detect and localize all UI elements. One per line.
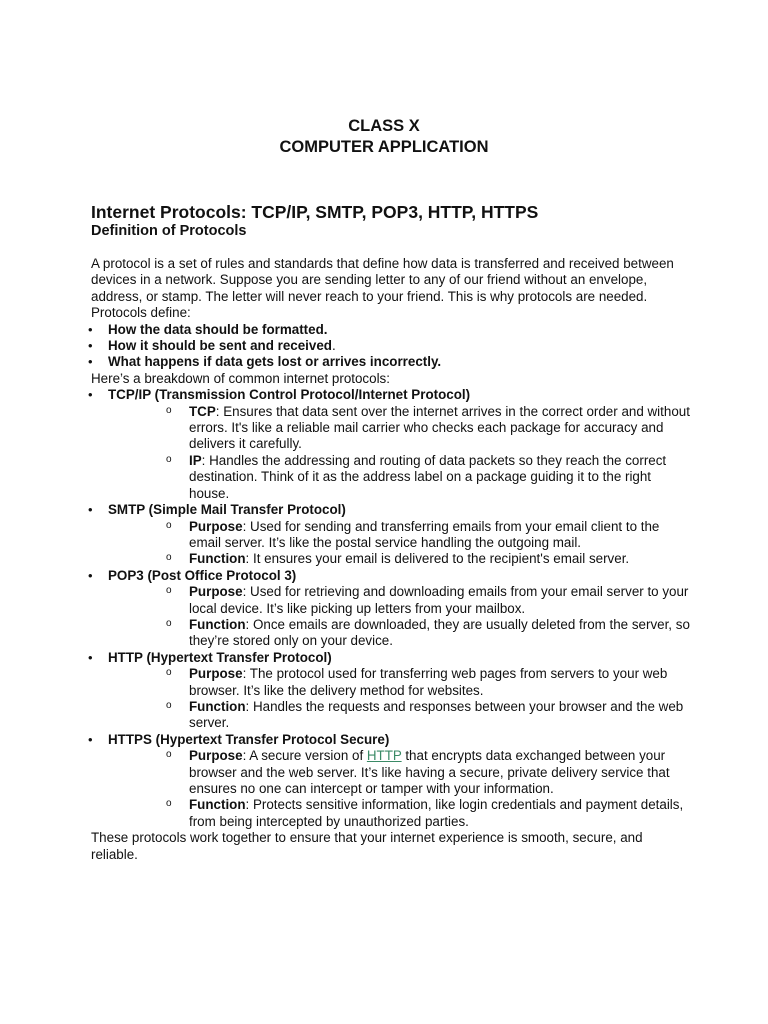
subject-heading: COMPUTER APPLICATION [279, 138, 489, 156]
detail-term: Purpose [189, 666, 243, 682]
detail-text: : A secure version of [242, 748, 367, 764]
detail-item [108, 404, 691, 453]
protocol-name: HTTP (Hypertext Transfer Protocol) [108, 649, 332, 665]
detail-term: IP [189, 452, 202, 468]
list-item [91, 322, 691, 338]
detail-term: Function [189, 698, 246, 714]
defines-list [91, 322, 691, 371]
detail-item [108, 666, 691, 699]
detail-text: : Handles the addressing and routing of data packets so they reach the correct destination. Think of it as the address label on a package guiding it to the right house. [189, 452, 667, 501]
protocol-item-pop3 [91, 568, 691, 650]
define-item-text: What happens if data gets lost or arrives incorrectly. [108, 354, 442, 370]
detail-term: Purpose [189, 748, 243, 764]
protocols-list [91, 387, 691, 830]
list-item [91, 338, 691, 354]
detail-term: Purpose [189, 584, 243, 600]
protocol-item-smtp [91, 502, 691, 568]
protocol-item-tcpip [91, 387, 691, 502]
detail-text: : Used for sending and transferring emails from your email client to the email server. It’s like the postal service handling the outgoing mail. [189, 518, 660, 550]
detail-item [108, 699, 691, 732]
detail-text: : Handles the requests and responses between your browser and the web server. [189, 698, 684, 731]
detail-text: : Once emails are downloaded, they are usually deleted from the server, so they’re stored only on your device. [189, 616, 690, 649]
protocol-details [108, 519, 691, 568]
detail-term: Function [189, 797, 246, 813]
conclusion-paragraph: These protocols work together to ensure that your internet experience is smooth, secure, and reliable. [91, 830, 643, 862]
detail-text: : The protocol used for transferring web pages from servers to your web browser. It’s like the delivery method for websites. [189, 666, 668, 698]
protocol-item-https [91, 732, 691, 830]
protocol-name: SMTP (Simple Mail Transfer Protocol) [108, 502, 346, 518]
http-link[interactable]: HTTP [366, 748, 402, 764]
class-heading: CLASS X [348, 117, 420, 135]
document-body [91, 256, 691, 863]
define-item-text: How it should be sent and received [108, 338, 332, 354]
detail-term: Function [189, 616, 246, 632]
define-label: Protocols define: [91, 305, 191, 321]
protocol-details [108, 584, 691, 650]
detail-item [108, 551, 691, 567]
detail-item [108, 748, 691, 797]
protocol-item-http [91, 650, 691, 732]
section-heading: Definition of Protocols [91, 223, 247, 239]
protocol-details [108, 404, 691, 502]
detail-item [108, 453, 691, 502]
detail-text: that encrypts data exchanged between your browser and the web server. It’s like having a secure, private delivery service that ensures no one can intercept or tamper with your information. [189, 748, 670, 796]
detail-term: Purpose [189, 518, 243, 534]
protocol-name: TCP/IP (Transmission Control Protocol/Internet Protocol) [108, 387, 471, 403]
define-item-tail: . [331, 338, 336, 354]
intro-paragraph: A protocol is a set of rules and standards that define how data is transferred and received between devices in a network. Suppose you are sending letter to any of our friend without an envelope, address, or stamp. The letter will never reach to your friend. This is why protocols are needed. [91, 256, 674, 304]
protocol-name: POP3 (Post Office Protocol 3) [108, 567, 297, 583]
detail-term: TCP [189, 403, 216, 419]
protocol-name: HTTPS (Hypertext Transfer Protocol Secure) [108, 731, 390, 747]
detail-text: : Ensures that data sent over the internet arrives in the correct order and without errors. It's like a reliable mail carrier who checks each package for accuracy and delivers it carefully. [189, 403, 690, 452]
detail-term: Function [189, 551, 246, 567]
detail-text: : Protects sensitive information, like login credentials and payment details, from being intercepted by unauthorized parties. [189, 797, 684, 829]
detail-item [108, 797, 691, 830]
detail-item [108, 584, 691, 617]
protocol-details [108, 748, 691, 830]
detail-text: : Used for retrieving and downloading emails from your email server to your local device. It’s like picking up letters from your mailbox. [189, 584, 689, 616]
list-item [91, 354, 691, 370]
detail-text: : It ensures your email is delivered to the recipient's email server. [245, 551, 630, 567]
detail-item [108, 617, 691, 650]
protocol-details [108, 666, 691, 732]
breakdown-label: Here’s a breakdown of common internet protocols: [91, 370, 390, 386]
detail-item [108, 519, 691, 552]
define-item-text: How the data should be formatted. [108, 321, 328, 337]
document-title: Internet Protocols: TCP/IP, SMTP, POP3, HTTP, HTTPS [91, 202, 539, 222]
